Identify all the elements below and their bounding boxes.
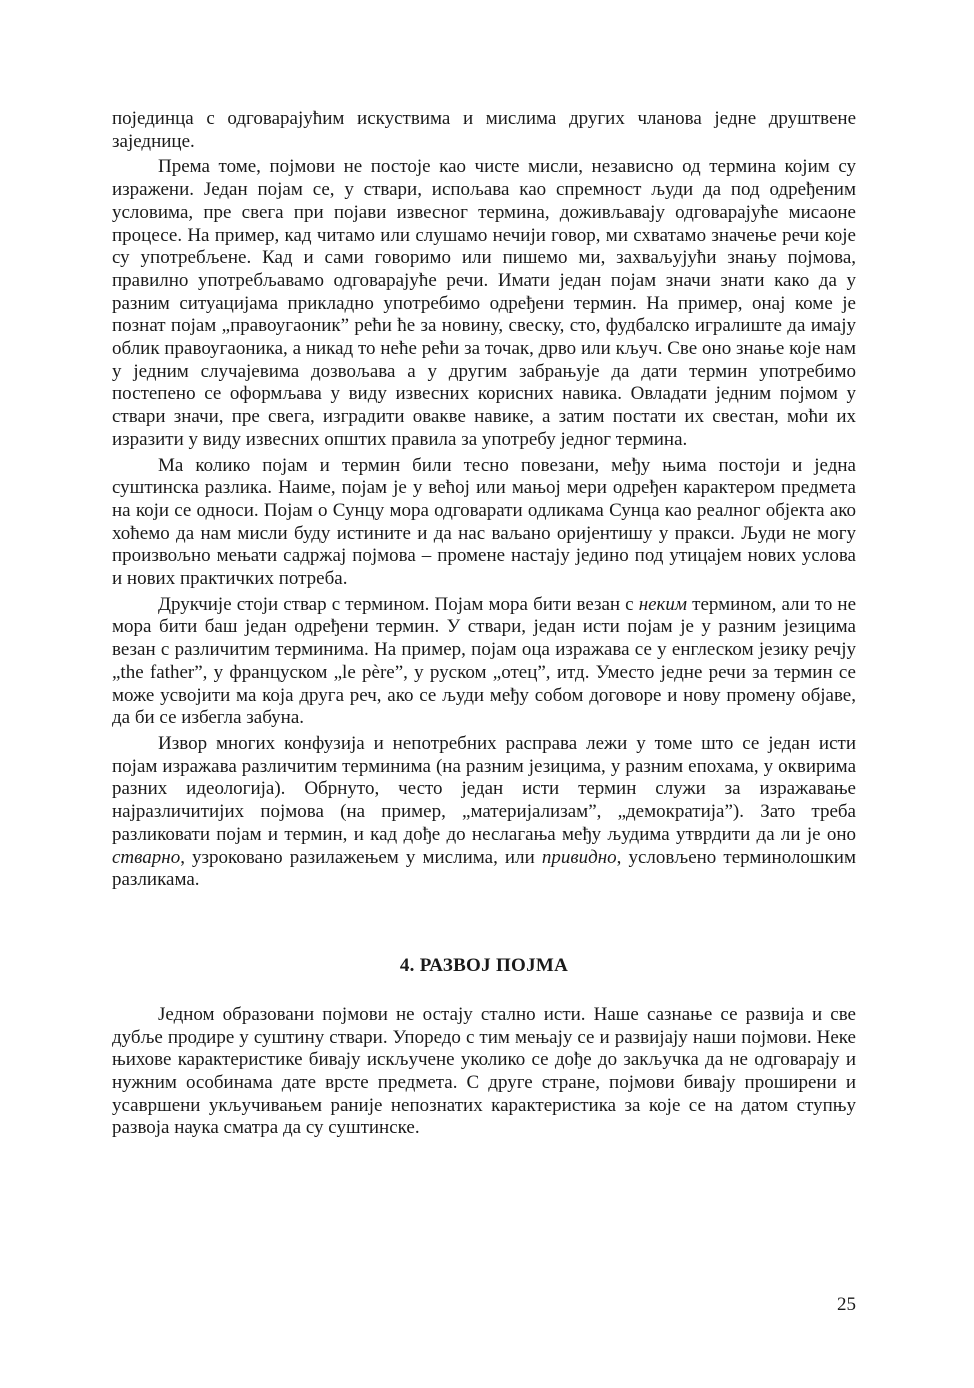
paragraph-term-arbitrariness: Друкчије стоји ствар с термином. Појам мора бити везан с неким термином, али то не мора бити баш један одређени термин. У ствари, један исти појам је у разним језицима везан с различитим терминима. На пример, појам оца изражава се у енглеском језику речју „the father”, у француском „le père”, у руском „отец”, итд. Уместо једне речи за термин се може усвојити ма која друга реч, ако се људи међу собом договоре и нову промену објаве, да би се избегла забуна. xyxy=(112,593,856,729)
paragraph-concepts-and-terms: Према томе, појмови не постоје као чисте мисли, независно од термина којим су изражени. Један појам се, у ствари, испољава као спремност људи да под одређеним условима, пре свега при појави извесног термина, доживљавају одговарајуће мисаоне процесе. На пример, кад читамо или слушамо нечији говор, ми схватамо значење речи које су употребљене. Кад и сами говоримо или пишемо ми, захваљујући знању појмова, правилно употребљавамо одговарајуће речи. Имати један појам значи знати како да у разним ситуацијама прикладно употребимо одређени термин. На пример, онај коме је познат појам „правоугаоник” рећи ће за новину, свеску, сто, фудбалско игралиште да имају облик правоугаоника, а никад то неће рећи за точак, дрво или кључ. Све оно знање које нам у једним случајевима дозвољава а у другим забрањује да дати термин употребимо постепено се оформљава у виду извесних корисних навика. Овладати једним појмом у ствари значи, пре свега, изградити овакве навике, а затим постати их свестан, моћи их изразити у виду извесних општих правила за употребу једног термина. xyxy=(112,156,856,450)
section-body xyxy=(112,108,856,892)
section-development-body xyxy=(112,1004,856,1140)
page-number: 25 xyxy=(837,1294,856,1315)
italic-word: неким xyxy=(638,593,688,615)
italic-word: привидно xyxy=(541,846,617,868)
paragraph-essential-difference: Ма колико појам и термин били тесно повезани, међу њима постоји и једна суштинска разлика. Наиме, појам је у већој или мањој мери одређен карактером предмета на који се односи. Појам о Сунцу мора одговарати одликама Сунца као реалног објекта ако хоћемо да нам мисли буду истините и да нас ваљано оријентишу у пракси. Људи не могу произвољно мењати садржај појмова – промене настају једино под утицајем нових услова и нових практичких потреба. xyxy=(112,454,856,590)
section-heading: 4. РАЗВОЈ ПОЈМА xyxy=(399,954,569,976)
paragraph-concept-development: Једном образовани појмови не остају стално исти. Наше сазнање се развија и све дубље продире у суштину ствари. Упоредо с тим мењају се и развијају наши појмови. Неке њихове карактеристике бивају искључене уколико се дође до закључка да не одговарају и нужним особинама дате врсте предмета. С друге стране, појмови бивају проширени и усавршени укључивањем раније непознатих карактеристика за које се на датом ступњу развоја наука сматра да су суштинске. xyxy=(112,1003,856,1139)
italic-word: стварно xyxy=(112,846,181,868)
paragraph-confusion-source: Извор многих конфузија и непотребних расправа лежи у томе што се један исти појам изражава различитим терминима (на разним језицима, у разним епохама, у оквирима разних идеологија). Обрнуто, често један исти термин служи за изражавање најразличитијих појмова (на пример, „материјализам”, „демократија”). Зато треба разликовати појам и термин, и кад дође до неслагања међу људима утврдити да ли је оно стварно, узроковано разилажењем у мислима, или привидно, условљено терминолошким разликама. xyxy=(112,732,856,891)
text-column xyxy=(112,108,856,1140)
paragraph-continuation: појединца с одговарајућим искуствима и мислима других чланова једне друштвене заједнице. xyxy=(112,108,856,152)
